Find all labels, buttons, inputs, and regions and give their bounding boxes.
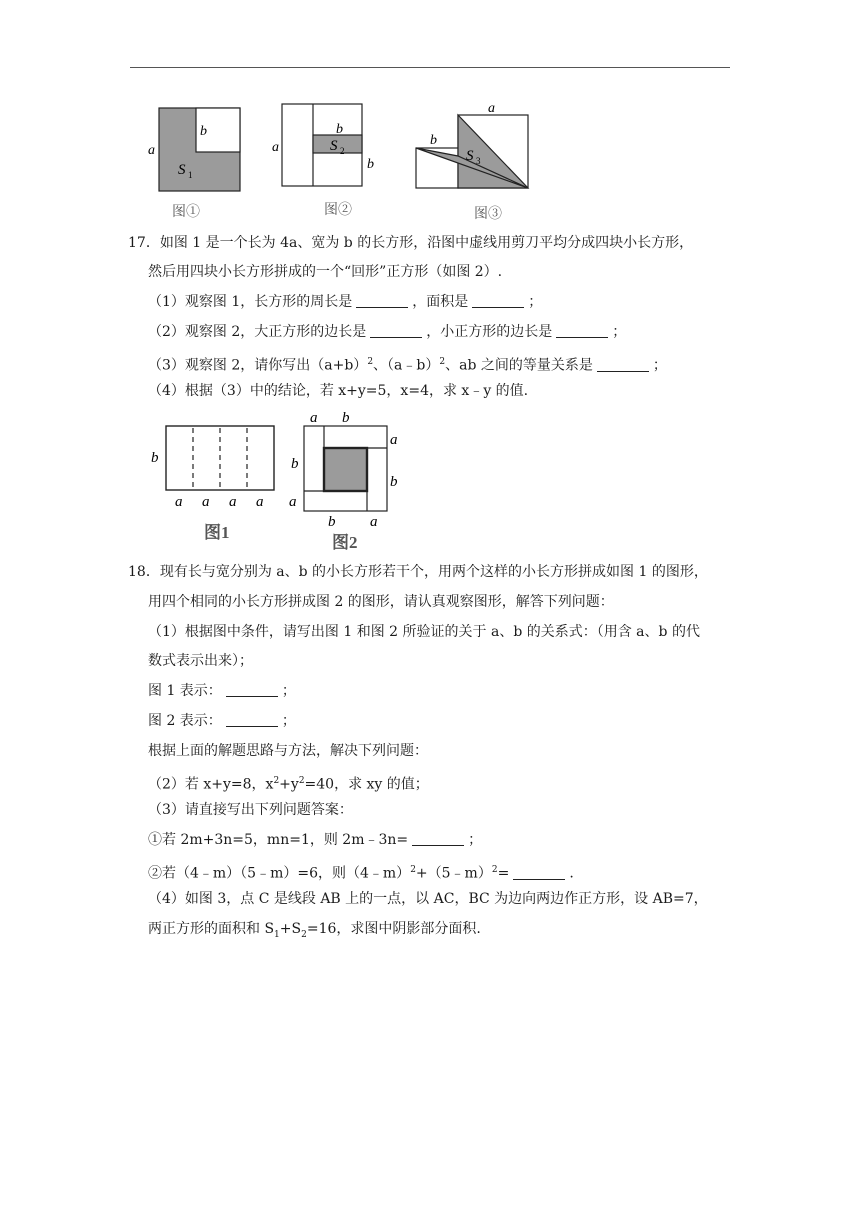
shaded-region-s2	[313, 135, 362, 153]
label-s: S	[466, 148, 474, 164]
label-a: a	[370, 514, 378, 530]
label-b: b	[151, 450, 159, 466]
q17-line-1: 17．如图 1 是一个长为 4a、宽为 b 的长方形，沿图中虚线用剪刀平均分成四块小长方形，	[128, 235, 694, 251]
q18-line-1: 18．现有长与宽分别为 a、b 的小长方形若干个，用两个这样的小长方形拼成如图 1 的图形，	[128, 564, 708, 580]
q17-line-2: 然后用四块小长方形拼成的一个“回形”正方形（如图 2）.	[148, 264, 503, 280]
label-s-sub: 1	[188, 170, 193, 180]
answer-blank[interactable]	[370, 323, 422, 338]
top-figure-1	[140, 100, 250, 222]
q17-figure-2	[284, 406, 404, 552]
answer-blank[interactable]	[412, 831, 464, 846]
header-rule	[130, 67, 730, 68]
label-s-sub: 3	[476, 156, 481, 166]
label-b: b	[390, 474, 398, 490]
label-a: a	[256, 494, 264, 510]
q18-line-9: （3）请直接写出下列问题答案：	[148, 802, 353, 818]
q17-part-1: （1）观察图 1，长方形的周长是 ，面积是 ；	[148, 294, 543, 310]
label-a: a	[289, 494, 297, 510]
label-a: a	[390, 432, 398, 448]
answer-blank[interactable]	[356, 293, 408, 308]
label-b: b	[328, 514, 336, 530]
inner-square	[324, 448, 367, 491]
label-b: b	[430, 133, 437, 148]
q18-line-8: （2）若 x+y=8，$x^2+y^2=40$，求 xy 的值；	[148, 776, 429, 793]
answer-blank[interactable]	[513, 865, 565, 880]
q17-part-3: （3）观察图 2，请你写出$(a+b)^2$、（a﹣b）$^2$、ab 之间的等量关系是 ；	[148, 357, 667, 374]
label-b: b	[342, 410, 350, 426]
label-a: a	[229, 494, 237, 510]
label-s: S	[178, 162, 186, 178]
label-a: a	[202, 494, 210, 510]
q18-line-12: （4）如图 3，点 C 是线段 AB 上的一点，以 AC，BC 为边向两边作正方形，设 AB=7，	[148, 891, 708, 907]
q17-figure-1	[146, 418, 286, 550]
top-figure-3	[404, 98, 544, 222]
answer-blank[interactable]	[597, 357, 649, 372]
label-b: b	[291, 456, 299, 472]
label-b: b	[367, 157, 374, 172]
top-figure-2	[268, 98, 388, 220]
label-a: a	[175, 494, 183, 510]
label-b: b	[200, 124, 207, 139]
q18-line-7: 根据上面的解题思路与方法，解决下列问题：	[148, 743, 428, 759]
q18-line-6: 图 2 表示： ；	[148, 713, 296, 729]
q17-part-2: （2）观察图 2，大正方形的边长是 ，小正方形的边长是 ；	[148, 324, 627, 340]
q18-line-4: 数式表示出来）；	[148, 653, 253, 669]
figure-caption: 图2	[332, 533, 358, 552]
q18-line-11: ②若（4﹣m）（5﹣m）=6，则（4﹣m）$^2$+（5﹣m）$^2$= .	[148, 865, 574, 882]
q18-line-3: （1）根据图中条件，请写出图 1 和图 2 所验证的关于 a、b 的关系式：（用含 a、b 的代	[148, 624, 700, 640]
figure-caption: 图①	[172, 205, 200, 220]
label-b: b	[336, 122, 343, 137]
figure-caption: 图②	[324, 203, 352, 218]
answer-blank[interactable]	[556, 323, 608, 338]
label-a: a	[148, 143, 155, 158]
q17-part-4: （4）根据（3）中的结论，若 x+y=5，x=4，求 x﹣y 的值.	[148, 383, 529, 399]
answer-blank[interactable]	[472, 293, 524, 308]
q18-line-2: 用四个相同的小长方形拼成图 2 的图形，请认真观察图形，解答下列问题：	[148, 594, 614, 610]
q18-line-13: 两正方形的面积和 $S_1+S_2=16$，求图中阴影部分面积.	[148, 921, 481, 940]
label-a: a	[272, 140, 279, 155]
figure-caption: 图1	[204, 523, 230, 542]
answer-blank[interactable]	[226, 712, 278, 727]
figure-caption: 图③	[474, 207, 502, 222]
label-s: S	[330, 138, 338, 154]
label-a: a	[488, 101, 495, 116]
answer-blank[interactable]	[226, 682, 278, 697]
q18-line-5: 图 1 表示： ；	[148, 683, 296, 699]
label-s-sub: 2	[340, 146, 345, 156]
q18-line-10: ①若 2m+3n=5，mn=1，则 2m﹣3n= ；	[148, 832, 483, 848]
label-a: a	[310, 410, 318, 426]
